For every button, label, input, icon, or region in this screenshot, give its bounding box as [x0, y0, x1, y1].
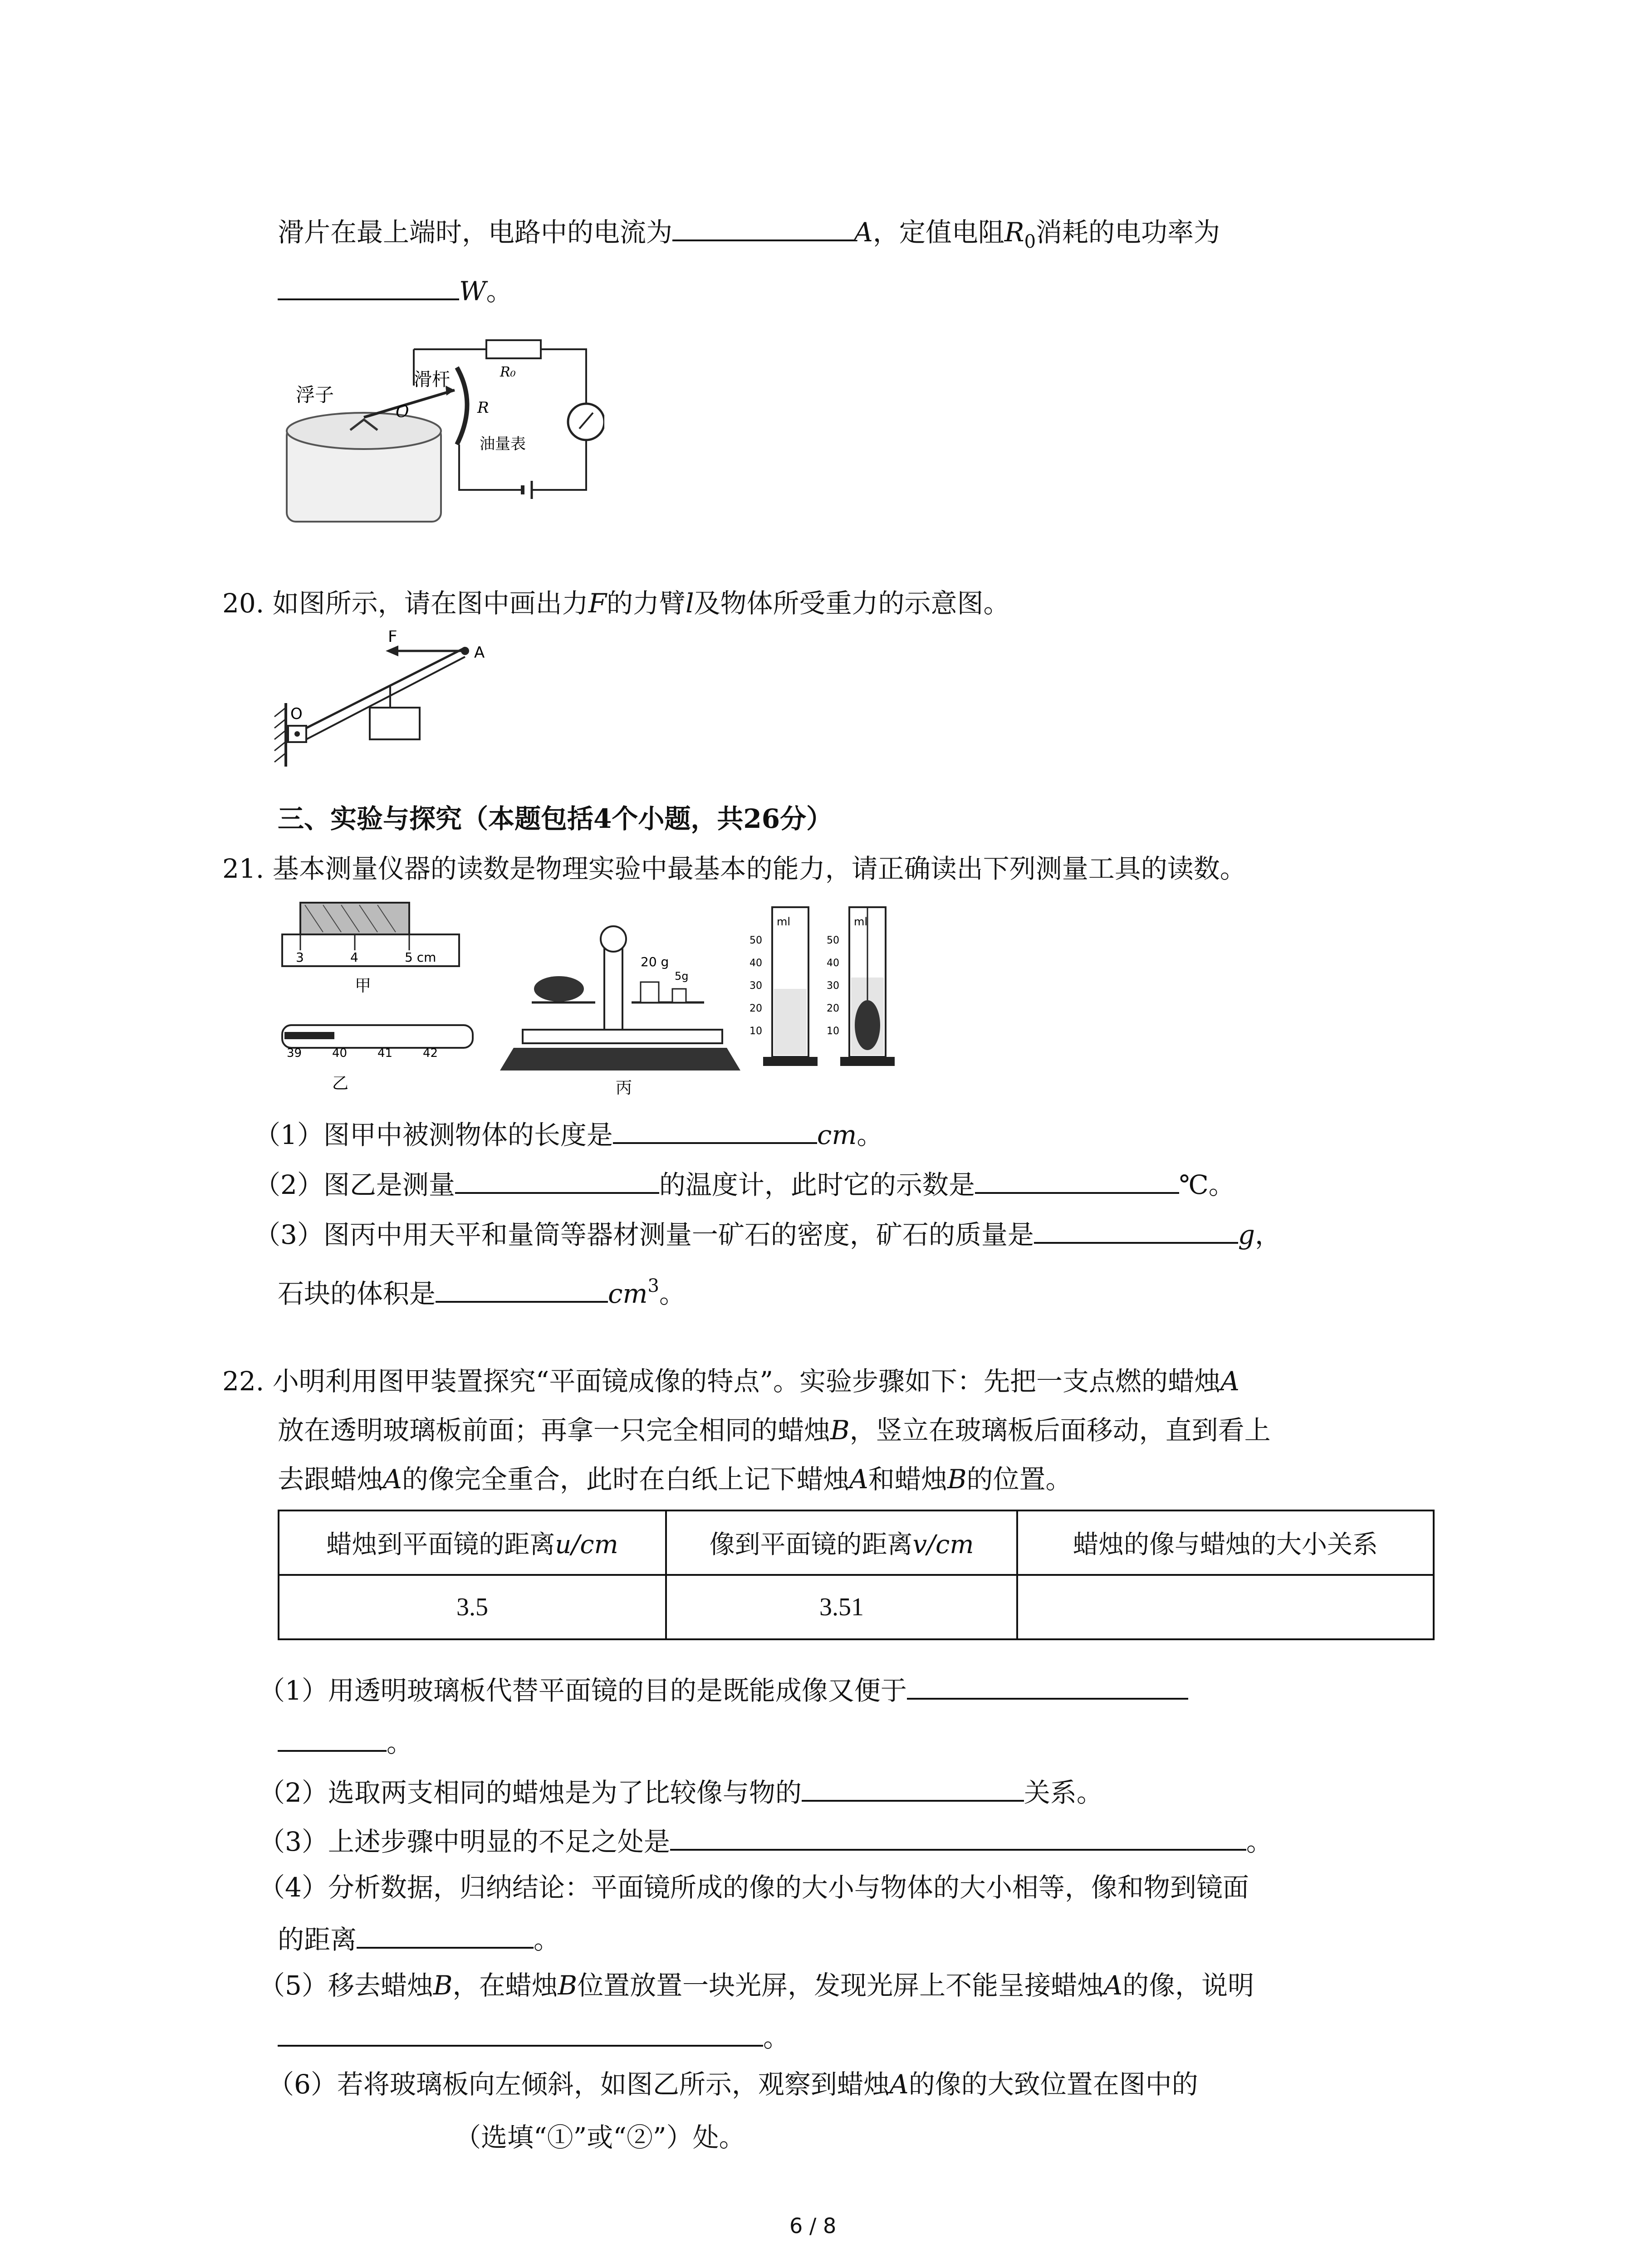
- q21-temperature-blank[interactable]: [975, 1166, 1179, 1194]
- cyl1-tick-10: 10: [749, 1026, 762, 1037]
- cell-image-distance: 3.51: [666, 1575, 1017, 1639]
- q22-line3: 去跟蜡烛A的像完全重合，此时在白纸上记下蜡烛A和蜡烛B的位置。: [278, 1464, 1072, 1495]
- ore-in-cylinder: [855, 1000, 880, 1050]
- page-number: 6 / 8: [789, 2214, 837, 2238]
- q22-shortcoming-blank[interactable]: [670, 1823, 1246, 1851]
- section3-title: 三、实验与探究（本题包括4个小题，共26分）: [278, 803, 833, 834]
- q21-part3-cont: 石块的体积是 $cm^3$。: [278, 1276, 686, 1309]
- label-yi: 乙: [332, 1074, 349, 1093]
- q22-relation-blank[interactable]: [802, 1774, 1024, 1802]
- q22-data-table: [278, 1510, 1435, 1640]
- thermo-tick-41: 41: [377, 1046, 393, 1060]
- hanging-block: [370, 708, 420, 739]
- q20-lever-figure: [263, 631, 499, 780]
- label-O: O: [290, 705, 303, 723]
- thermo-tick-39: 39: [287, 1046, 302, 1060]
- q22-position-blank[interactable]: [278, 2118, 455, 2146]
- q22-part1: （1）用透明玻璃板代替平面镜的目的是既能成像又便于: [259, 1672, 1188, 1706]
- thermo-tick-40: 40: [332, 1046, 348, 1060]
- q21-length-blank[interactable]: [613, 1116, 817, 1144]
- resistor-R0: [486, 340, 541, 358]
- q22-part1-cont: 。: [278, 1724, 413, 1759]
- cyl1-tick-40: 40: [749, 958, 762, 969]
- ruler-tick-4: 4: [350, 950, 358, 965]
- q22-part6: （6）若将玻璃板向左倾斜，如图乙所示，观察到蜡烛A的像的大致位置在图中的: [268, 2069, 1198, 2100]
- q19-power-blank[interactable]: [278, 272, 459, 300]
- q21-part1: （1）图甲中被测物体的长度是 cm。: [254, 1116, 883, 1151]
- q21-question: 21. 基本测量仪器的读数是物理实验中最基本的能力，请正确读出下列测量工具的读数。: [222, 853, 1246, 884]
- cyl2-tick-40: 40: [827, 958, 839, 969]
- ruler-tick-5: 5 cm: [405, 950, 436, 965]
- q19-oil-gauge-figure: [278, 318, 604, 535]
- cyl2-tick-30: 30: [827, 980, 839, 992]
- cyl1-tick-20: 20: [749, 1003, 762, 1014]
- q21-instruments-figure: [278, 898, 913, 1107]
- cyl2-tick-50: 50: [827, 935, 839, 946]
- thermo-tick-42: 42: [423, 1046, 438, 1060]
- balance-beam-scale: [523, 1030, 722, 1043]
- label-R: R: [477, 399, 489, 417]
- q22-purpose-blank[interactable]: [907, 1672, 1188, 1700]
- q22-line1: 22. 小明利用图甲装置探究“平面镜成像的特点”。实验步骤如下：先把一支点燃的蜡烛A: [222, 1366, 1239, 1397]
- label-lever: 滑杆: [414, 369, 450, 390]
- q22-part5: （5）移去蜡烛B，在蜡烛B位置放置一块光屏，发现光屏上不能呈接蜡烛A的像，说明: [259, 1970, 1254, 2001]
- q22-part2: （2）选取两支相同的蜡烛是为了比较像与物的 关系。: [259, 1774, 1103, 1809]
- mass-5g: [672, 989, 686, 1002]
- label-oil-meter: 油量表: [480, 435, 526, 453]
- q19-line1: 滑片在最上端时，电路中的电流为 A，定值电阻$R_0$消耗的电功率为: [278, 213, 1220, 258]
- label-mass-20g: 20 g: [641, 954, 669, 969]
- q21-volume-blank[interactable]: [436, 1275, 608, 1303]
- label-float: 浮子: [296, 384, 334, 406]
- cell-size-relation[interactable]: [1017, 1575, 1434, 1639]
- header-object-distance: 蜡烛到平面镜的距离u/cm: [279, 1510, 666, 1575]
- mass-20g: [641, 982, 659, 1002]
- q22-virtual-image-blank[interactable]: [278, 2019, 763, 2047]
- cylinder1-unit: ml: [777, 915, 791, 928]
- label-mass-5g: 5g: [675, 970, 689, 982]
- label-A: A: [474, 644, 485, 662]
- header-image-distance: 像到平面镜的距离v/cm: [666, 1510, 1017, 1575]
- cylinder2-unit: ml: [854, 915, 868, 928]
- q22-part3: （3）上述步骤中明显的不足之处是 。: [259, 1823, 1273, 1857]
- measured-object: [300, 903, 409, 934]
- ore-rock: [534, 976, 584, 1002]
- q21-thermo-type-blank[interactable]: [455, 1166, 659, 1194]
- cell-object-distance: 3.5: [279, 1575, 666, 1639]
- q19-line2: W。: [278, 272, 513, 307]
- cyl2-tick-20: 20: [827, 1003, 839, 1014]
- label-F: F: [388, 631, 397, 646]
- q22-line2: 放在透明玻璃板前面；再拿一只完全相同的蜡烛B，竖立在玻璃板后面移动，直到看上: [278, 1415, 1271, 1446]
- cyl2-tick-10: 10: [827, 1026, 839, 1037]
- q20-question: 20. 如图所示，请在图中画出力F的力臂l及物体所受重力的示意图。: [222, 588, 1010, 619]
- label-R0: R₀: [500, 364, 516, 380]
- lever: [364, 390, 455, 417]
- cyl1-tick-50: 50: [749, 935, 762, 946]
- label-jia: 甲: [355, 977, 372, 995]
- balance-base: [500, 1048, 740, 1070]
- q22-part4-cont: 的距离 。: [278, 1921, 560, 1955]
- q21-mass-blank[interactable]: [1034, 1216, 1238, 1244]
- table-header-row: [279, 1510, 1434, 1575]
- q22-purpose-blank-cont[interactable]: [278, 1724, 387, 1752]
- q22-distance-blank[interactable]: [357, 1921, 534, 1949]
- q19-current-blank[interactable]: [672, 213, 854, 241]
- header-size-relation: 蜡烛的像与蜡烛的大小关系: [1017, 1510, 1434, 1575]
- q22-part5-cont: 。: [278, 2019, 789, 2053]
- label-bing: 丙: [616, 1079, 632, 1097]
- resistor-R: [457, 367, 467, 445]
- q22-part6-cont: （选填“①”或“②”）处。: [278, 2118, 745, 2153]
- cyl1-tick-30: 30: [749, 980, 762, 992]
- label-O: O: [396, 403, 409, 421]
- q21-part2: （2）图乙是测量 的温度计，此时它的示数是 ℃。: [254, 1166, 1235, 1201]
- q22-part4: （4）分析数据，归纳结论：平面镜所成的像的大小与物体的大小相等，像和物到镜面: [259, 1872, 1249, 1903]
- ruler-tick-3: 3: [296, 950, 304, 965]
- table-row: [279, 1575, 1434, 1639]
- q21-part3: （3）图丙中用天平和量筒等器材测量一矿石的密度，矿石的质量是 g，: [254, 1216, 1281, 1251]
